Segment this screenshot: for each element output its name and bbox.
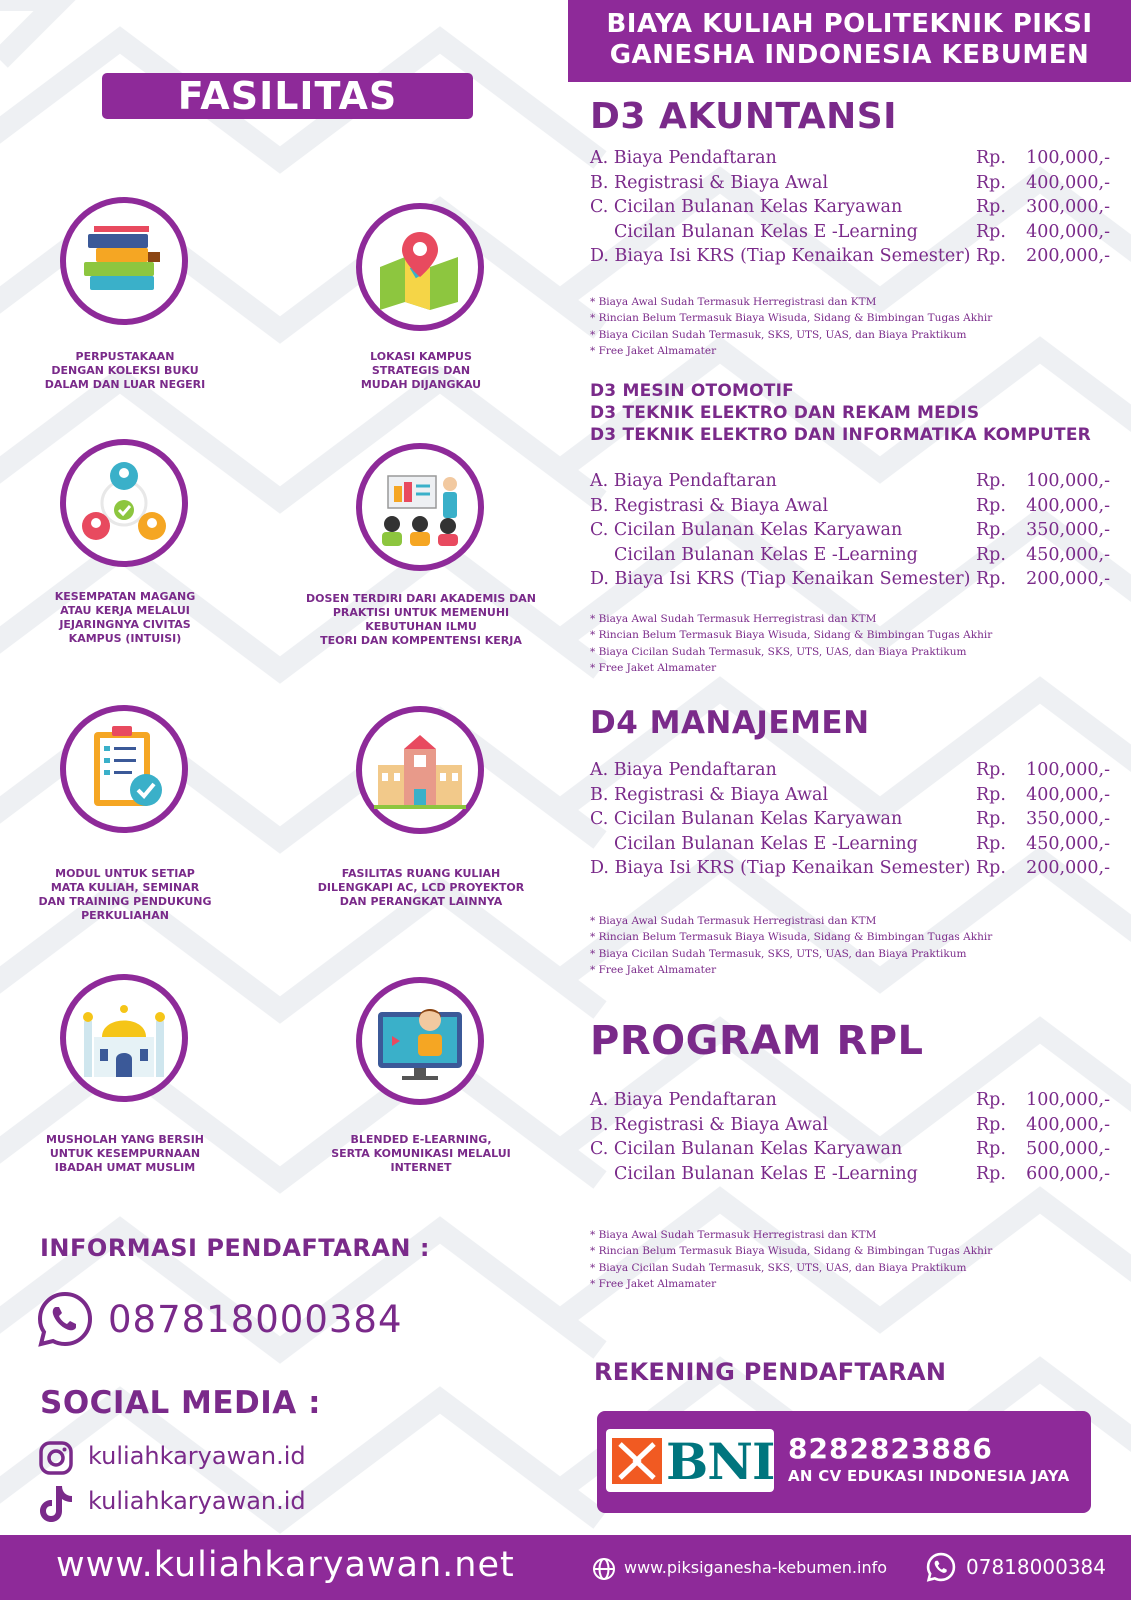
program-title-d4-manajemen: D4 MANAJEMEN bbox=[590, 705, 870, 741]
fee-row bbox=[590, 471, 1110, 496]
fee-amount: 600,000,- bbox=[1026, 1163, 1110, 1184]
fee-label: B. Registrasi & Biaya Awal bbox=[590, 784, 829, 805]
fee-currency: Rp. bbox=[976, 1163, 1006, 1184]
fee-note: * Rincian Belum Termasuk Biaya Wisuda, Sidang & Bimbingan Tugas Akhir bbox=[590, 931, 993, 944]
fee-label: Cicilan Bulanan Kelas E -Learning bbox=[614, 544, 918, 565]
social-media-title: SOCIAL MEDIA : bbox=[40, 1385, 321, 1421]
footer-web-link[interactable]: www.piksiganesha-kebumen.info bbox=[624, 1558, 888, 1577]
fee-currency: Rp. bbox=[976, 569, 1006, 589]
fee-note: * Rincian Belum Termasuk Biaya Wisuda, Sidang & Bimbingan Tugas Akhir bbox=[590, 312, 993, 325]
fee-amount: 100,000,- bbox=[1026, 760, 1110, 780]
fee-currency: Rp. bbox=[976, 197, 1006, 217]
fee-currency: Rp. bbox=[976, 833, 1006, 854]
facility-label-location: LOKASI KAMPUS STRATEGIS DAN MUDAH DIJANGKAU bbox=[360, 350, 482, 391]
fee-label: A. Biaya Pendaftaran bbox=[590, 1090, 777, 1110]
fee-amount: 200,000,- bbox=[1026, 569, 1110, 589]
bni-bank-name: BNI bbox=[666, 1432, 775, 1491]
tiktok-handle[interactable]: kuliahkaryawan.id bbox=[88, 1487, 306, 1515]
fee-amount: 400,000,- bbox=[1026, 784, 1110, 805]
whatsapp-icon bbox=[36, 1290, 94, 1352]
map-pin-icon bbox=[356, 203, 484, 331]
fee-notes bbox=[590, 294, 992, 359]
campus-building-icon bbox=[356, 706, 484, 834]
fee-row bbox=[590, 858, 1110, 883]
footer-site-link[interactable]: www.kuliahkaryawan.net bbox=[56, 1545, 515, 1585]
fee-label: D. Biaya Isi KRS (Tiap Kenaikan Semester) bbox=[590, 569, 971, 589]
fee-note: * Biaya Cicilan Sudah Termasuk, SKS, UTS, UAS, dan Biaya Praktikum bbox=[590, 645, 967, 658]
fee-amount: 500,000,- bbox=[1026, 1139, 1110, 1159]
account-name: AN CV EDUKASI INDONESIA JAYA bbox=[788, 1467, 1070, 1485]
fee-amount: 450,000,- bbox=[1026, 833, 1110, 854]
fee-currency: Rp. bbox=[976, 544, 1006, 565]
fee-row bbox=[590, 569, 1110, 594]
fee-label: B. Registrasi & Biaya Awal bbox=[590, 172, 829, 193]
header-line-1: BIAYA KULIAH POLITEKNIK PIKSI bbox=[606, 9, 1093, 39]
facility-label-modules: MODUL UNTUK SETIAP MATA KULIAH, SEMINAR DAN TRAINING PENDUKUNG PERKULIAHAN bbox=[38, 867, 212, 922]
fee-note: * Biaya Awal Sudah Termasuk Herregistrasi dan KTM bbox=[590, 296, 877, 308]
fee-row bbox=[590, 173, 1110, 198]
fee-label: D. Biaya Isi KRS (Tiap Kenaikan Semester) bbox=[590, 858, 971, 878]
header-line-2: GANESHA INDONESIA KEBUMEN bbox=[609, 40, 1090, 70]
facility-label-library: PERPUSTAKAAN DENGAN KOLEKSI BUKU DALAM DAN LUAR NEGERI bbox=[44, 350, 206, 391]
fee-amount: 400,000,- bbox=[1026, 1114, 1110, 1135]
fee-currency: Rp. bbox=[976, 471, 1006, 491]
tiktok-icon bbox=[38, 1484, 74, 1528]
bni-logo bbox=[606, 1429, 774, 1492]
fee-label: A. Biaya Pendaftaran bbox=[590, 148, 777, 168]
bank-account-box bbox=[597, 1411, 1091, 1513]
fee-amount: 300,000,- bbox=[1026, 197, 1110, 217]
fee-label: C. Cicilan Bulanan Kelas Karyawan bbox=[590, 520, 903, 540]
fee-notes bbox=[590, 1227, 992, 1292]
fee-currency: Rp. bbox=[976, 1139, 1006, 1159]
account-number[interactable]: 8282823886 bbox=[788, 1432, 993, 1465]
fee-table-d3-teknik bbox=[590, 471, 1110, 594]
fee-table-d4-manajemen bbox=[590, 760, 1110, 883]
phone-number[interactable]: 087818000384 bbox=[108, 1298, 403, 1341]
fee-row bbox=[590, 148, 1110, 173]
fee-note: * Biaya Awal Sudah Termasuk Herregistrasi dan KTM bbox=[590, 1229, 877, 1241]
fee-row bbox=[590, 1090, 1110, 1115]
fee-currency: Rp. bbox=[976, 172, 1006, 193]
instagram-icon bbox=[38, 1440, 74, 1480]
fee-amount: 350,000,- bbox=[1026, 520, 1110, 540]
e-learning-icon bbox=[356, 977, 484, 1105]
fee-row bbox=[590, 545, 1110, 570]
fee-amount: 450,000,- bbox=[1026, 544, 1110, 565]
fee-row bbox=[590, 1164, 1110, 1189]
fee-currency: Rp. bbox=[976, 1090, 1006, 1110]
program-title-line: D3 TEKNIK ELEKTRO DAN INFORMATIKA KOMPUTER bbox=[590, 425, 1091, 445]
fee-amount: 100,000,- bbox=[1026, 1090, 1110, 1110]
fee-note: * Free Jaket Almamater bbox=[590, 661, 717, 674]
fee-label: B. Registrasi & Biaya Awal bbox=[590, 1114, 829, 1135]
program-title-d3-teknik bbox=[590, 380, 1091, 446]
fee-notes bbox=[590, 913, 992, 978]
fee-currency: Rp. bbox=[976, 246, 1006, 266]
program-title-rpl: PROGRAM RPL bbox=[590, 1018, 924, 1064]
fee-notes bbox=[590, 611, 992, 676]
fee-row bbox=[590, 222, 1110, 247]
info-title: INFORMASI PENDAFTARAN : bbox=[40, 1234, 430, 1262]
fee-amount: 350,000,- bbox=[1026, 809, 1110, 829]
program-title-line: D3 TEKNIK ELEKTRO DAN REKAM MEDIS bbox=[590, 403, 980, 423]
lecturer-icon bbox=[356, 443, 484, 571]
network-people-icon bbox=[60, 439, 188, 567]
books-icon bbox=[60, 197, 188, 325]
fee-table-rpl bbox=[590, 1090, 1110, 1188]
fee-label: C. Cicilan Bulanan Kelas Karyawan bbox=[590, 197, 903, 217]
fee-note: * Free Jaket Almamater bbox=[590, 963, 717, 976]
facility-label-mosque: MUSHOLAH YANG BERSIH UNTUK KESEMPURNAAN IBADAH UMAT MUSLIM bbox=[46, 1133, 204, 1174]
rekening-title: REKENING PENDAFTARAN bbox=[594, 1358, 947, 1386]
globe-icon bbox=[592, 1557, 616, 1581]
fee-amount: 100,000,- bbox=[1026, 148, 1110, 168]
instagram-handle[interactable]: kuliahkaryawan.id bbox=[88, 1442, 306, 1470]
fee-label: A. Biaya Pendaftaran bbox=[590, 471, 777, 491]
fee-label: A. Biaya Pendaftaran bbox=[590, 760, 777, 780]
fee-row bbox=[590, 760, 1110, 785]
bni-mark-icon bbox=[612, 1438, 662, 1484]
fee-currency: Rp. bbox=[976, 858, 1006, 878]
fee-row bbox=[590, 197, 1110, 222]
clipboard-check-icon bbox=[60, 705, 188, 833]
fee-note: * Biaya Cicilan Sudah Termasuk, SKS, UTS, UAS, dan Biaya Praktikum bbox=[590, 947, 967, 960]
fee-label: Cicilan Bulanan Kelas E -Learning bbox=[614, 833, 918, 854]
fee-row bbox=[590, 246, 1110, 271]
fee-currency: Rp. bbox=[976, 760, 1006, 780]
facility-label-lecturers: DOSEN TERDIRI DARI AKADEMIS DAN PRAKTISI UNTUK MEMENUHI KEBUTUHAN ILMU TEORI DAN KOMPENTENSI KERJA bbox=[306, 592, 536, 647]
fee-note: * Biaya Cicilan Sudah Termasuk, SKS, UTS, UAS, dan Biaya Praktikum bbox=[590, 1261, 967, 1274]
fee-label: Cicilan Bulanan Kelas E -Learning bbox=[614, 221, 918, 242]
fee-note: * Free Jaket Almamater bbox=[590, 344, 717, 357]
fee-note: * Biaya Cicilan Sudah Termasuk, SKS, UTS, UAS, dan Biaya Praktikum bbox=[590, 328, 967, 341]
fee-label: B. Registrasi & Biaya Awal bbox=[590, 495, 829, 516]
facility-label-classrooms: FASILITAS RUANG KULIAH DILENGKAPI AC, LCD PROYEKTOR DAN PERANGKAT LAINNYA bbox=[317, 867, 525, 908]
fee-row bbox=[590, 834, 1110, 859]
fee-amount: 200,000,- bbox=[1026, 246, 1110, 266]
footer bbox=[0, 1535, 1131, 1600]
page-header bbox=[568, 0, 1131, 82]
fee-label: Cicilan Bulanan Kelas E -Learning bbox=[614, 1163, 918, 1184]
fee-row bbox=[590, 496, 1110, 521]
fee-row bbox=[590, 809, 1110, 834]
fee-currency: Rp. bbox=[976, 148, 1006, 168]
fee-currency: Rp. bbox=[976, 221, 1006, 242]
fee-row bbox=[590, 1139, 1110, 1164]
fee-amount: 400,000,- bbox=[1026, 221, 1110, 242]
fee-amount: 200,000,- bbox=[1026, 858, 1110, 878]
fee-table-d3-akuntansi bbox=[590, 148, 1110, 271]
facility-label-internship: KESEMPATAN MAGANG ATAU KERJA MELALUI JEJARINGNYA CIVITAS KAMPUS (INTUISI) bbox=[54, 590, 196, 645]
fee-currency: Rp. bbox=[976, 784, 1006, 805]
fee-currency: Rp. bbox=[976, 520, 1006, 540]
facility-label-elearning: BLENDED E-LEARNING, SERTA KOMUNIKASI MELALUI INTERNET bbox=[331, 1133, 511, 1174]
fee-currency: Rp. bbox=[976, 495, 1006, 516]
footer-whatsapp-icon bbox=[926, 1552, 956, 1582]
fee-amount: 400,000,- bbox=[1026, 495, 1110, 516]
fee-currency: Rp. bbox=[976, 1114, 1006, 1135]
fee-label: C. Cicilan Bulanan Kelas Karyawan bbox=[590, 809, 903, 829]
fee-row bbox=[590, 520, 1110, 545]
program-title-d3-akuntansi: D3 AKUNTANSI bbox=[590, 96, 898, 137]
fee-amount: 100,000,- bbox=[1026, 471, 1110, 491]
fee-currency: Rp. bbox=[976, 809, 1006, 829]
fee-label: C. Cicilan Bulanan Kelas Karyawan bbox=[590, 1139, 903, 1159]
fee-row bbox=[590, 1115, 1110, 1140]
fasilitas-title: FASILITAS bbox=[102, 73, 473, 119]
fee-note: * Biaya Awal Sudah Termasuk Herregistrasi dan KTM bbox=[590, 613, 877, 625]
fee-note: * Rincian Belum Termasuk Biaya Wisuda, Sidang & Bimbingan Tugas Akhir bbox=[590, 1245, 993, 1258]
fee-note: * Free Jaket Almamater bbox=[590, 1277, 717, 1290]
fee-label: D. Biaya Isi KRS (Tiap Kenaikan Semester) bbox=[590, 246, 971, 266]
footer-whatsapp-number[interactable]: 07818000384 bbox=[966, 1555, 1106, 1579]
fee-note: * Rincian Belum Termasuk Biaya Wisuda, Sidang & Bimbingan Tugas Akhir bbox=[590, 629, 993, 642]
mosque-icon bbox=[60, 974, 188, 1102]
fee-note: * Biaya Awal Sudah Termasuk Herregistrasi dan KTM bbox=[590, 915, 877, 927]
fee-row bbox=[590, 785, 1110, 810]
fee-amount: 400,000,- bbox=[1026, 172, 1110, 193]
program-title-line: D3 MESIN OTOMOTIF bbox=[590, 381, 794, 401]
